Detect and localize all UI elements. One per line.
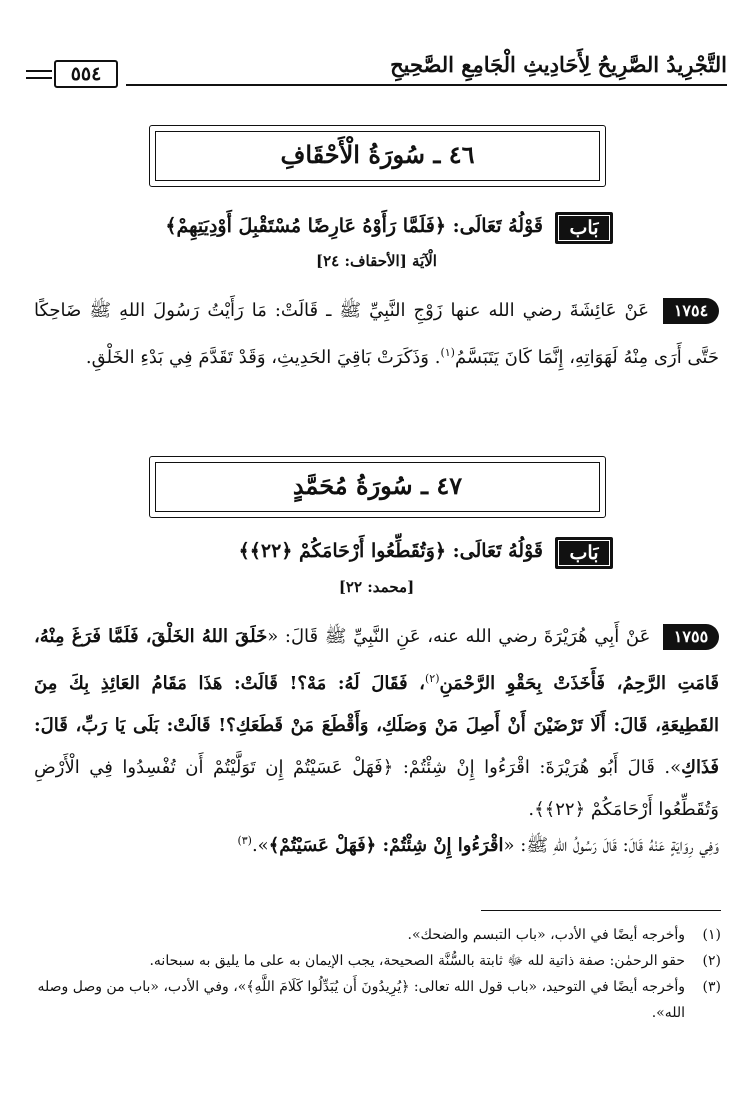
footnotes <box>32 922 721 1026</box>
bab-text: قَوْلُهُ تَعَالَى: ﴿وَتُقَطِّعُوا أَرْحَامَكُمْ ﴿٢٢﴾﴾ <box>238 540 543 562</box>
page-number-lines <box>26 70 52 79</box>
footnote-number: (٣) <box>702 979 721 995</box>
riwaya-paragraph <box>34 820 719 867</box>
bab-heading <box>140 210 613 252</box>
footnote-text: حقو الرحمٰن: صفة ذاتية لله ﷻ ثابتة بالسُّنَّة الصحيحة، يجب الإيمان به على ما يليق به سبحانه. <box>149 953 685 969</box>
footnote-number: (١) <box>702 927 721 943</box>
bab-text: قَوْلُهُ تَعَالَى: ﴿فَلَمَّا رَأَوْهُ عَارِضًا مُسْتَقْبِلَ أَوْدِيَتِهِمْ﴾ <box>165 215 543 237</box>
footnote-marker: (١) <box>440 346 455 359</box>
surah-heading-box <box>149 125 606 187</box>
hadith-quote: خَلَقَ اللهُ الخَلْقَ، فَلَمَّا فَرَغَ مِنْهُ، قَامَتِ الرَّحِمُ، فَأَخَذَتْ بِحَقْوِ الرَّحْمَنِ <box>34 626 719 694</box>
bab-badge: بَاب <box>555 212 613 244</box>
header-rule <box>126 84 727 86</box>
hadith-text: عَنْ عَائِشَةَ رضي الله عنها زَوْجِ النَّبِيِّ ﷺ ـ قَالَتْ: مَا رَأَيْتُ رَسُولَ اللهِ ﷺ ضَاحِكًا حَتَّى أَرَى مِنْهُ لَهَوَاتِهِ، إِنَّمَا كَانَ يَتَبَسَّمُ <box>34 300 719 368</box>
verse-reference: [محمد: ٢٢] <box>338 578 415 596</box>
riwaya-intro: وَفِي رِوَايَةٍ عَنْهُ قَالَ: قَالَ رَسُولُ اللهِ ﷺ: « <box>503 835 719 856</box>
footnote-text: وأخرجه أيضًا في الأدب، «باب التبسم والضحك». <box>407 927 685 943</box>
footnote-text: وأخرجه أيضًا في التوحيد، «باب قول الله تعالى: ﴿يُرِيدُونَ أَن يُبَدِّلُوا كَلَامَ اللَّهِ﴾»، وفي الأدب، «باب من وصل وصله الله». <box>37 979 685 1021</box>
footnote <box>32 948 721 974</box>
hadith-number-badge: ١٧٥٥ <box>663 624 719 650</box>
footnote <box>32 922 721 948</box>
page-number: ٥٥٤ <box>54 60 118 88</box>
footnote-number: (٢) <box>702 953 721 969</box>
hadith-intro: عَنْ أَبِي هُرَيْرَةَ رضي الله عنه، عَنِ النَّبِيِّ ﷺ قَالَ: « <box>267 626 651 647</box>
running-header <box>26 48 727 90</box>
surah-heading-box <box>149 456 606 518</box>
page-number-ornament <box>26 60 122 88</box>
hadith-text-tail: ». قَالَ أَبُو هُرَيْرَةَ: اقْرَءُوا إِنْ شِئْتُمْ: ﴿فَهَلْ عَسَيْتُمْ إِن تَوَلَّيْتُمْ أَن تُفْسِدُوا فِي الْأَرْضِ وَتُقَطِّعُوا أَرْحَامَكُمْ ﴿٢٢﴾﴾. <box>34 757 719 820</box>
surah-title: ٤٦ ـ سُورَةُ الْأَحْقَافِ <box>280 140 475 169</box>
bab-badge: بَاب <box>555 537 613 569</box>
footnote <box>32 974 721 1026</box>
surah-title: ٤٧ ـ سُورَةُ مُحَمَّدٍ <box>292 471 463 500</box>
footnote-marker: (٣) <box>237 834 252 847</box>
hadith-quote-continued: ، فَقَالَ لَهُ: مَهْ؟! قَالَتْ: هَذَا مَقَامُ العَائِذِ بِكَ مِنَ القَطِيعَةِ، قَالَ: أَلَا تَرْضَيْنَ أَنْ أَصِلَ مَنْ وَصَلَكِ، وَأَقْطَعَ مَنْ قَطَعَكِ؟! قَالَتْ: بَلَى يَا رَبِّ، قَالَ: فَذَاكِ <box>34 673 719 778</box>
hadith-number-badge: ١٧٥٤ <box>663 298 719 324</box>
footnote-marker: (٢) <box>424 672 440 685</box>
bab-heading <box>140 535 613 577</box>
hadith-text-tail: . وَذَكَرَتْ بَاقِيَ الحَدِيثِ، وَقَدْ تَقَدَّمَ فِي بَدْءِ الخَلْقِ. <box>85 347 441 368</box>
hadith-paragraph <box>34 290 719 379</box>
verse-reference: الْآيَة [الأحقاف: ٢٤] <box>316 252 437 270</box>
footnote-separator <box>481 910 721 911</box>
riwaya-quote: اقْرَءُوا إِنْ شِئْتُمْ: ﴿فَهَلْ عَسَيْتُمْ﴾ <box>268 835 504 856</box>
hadith-paragraph <box>34 616 719 831</box>
riwaya-tail: ». <box>251 835 269 856</box>
running-title: التَّجْرِيدُ الصَّرِيحُ لِأَحَادِيثِ الْجَامِعِ الصَّحِيحِ <box>390 52 727 77</box>
